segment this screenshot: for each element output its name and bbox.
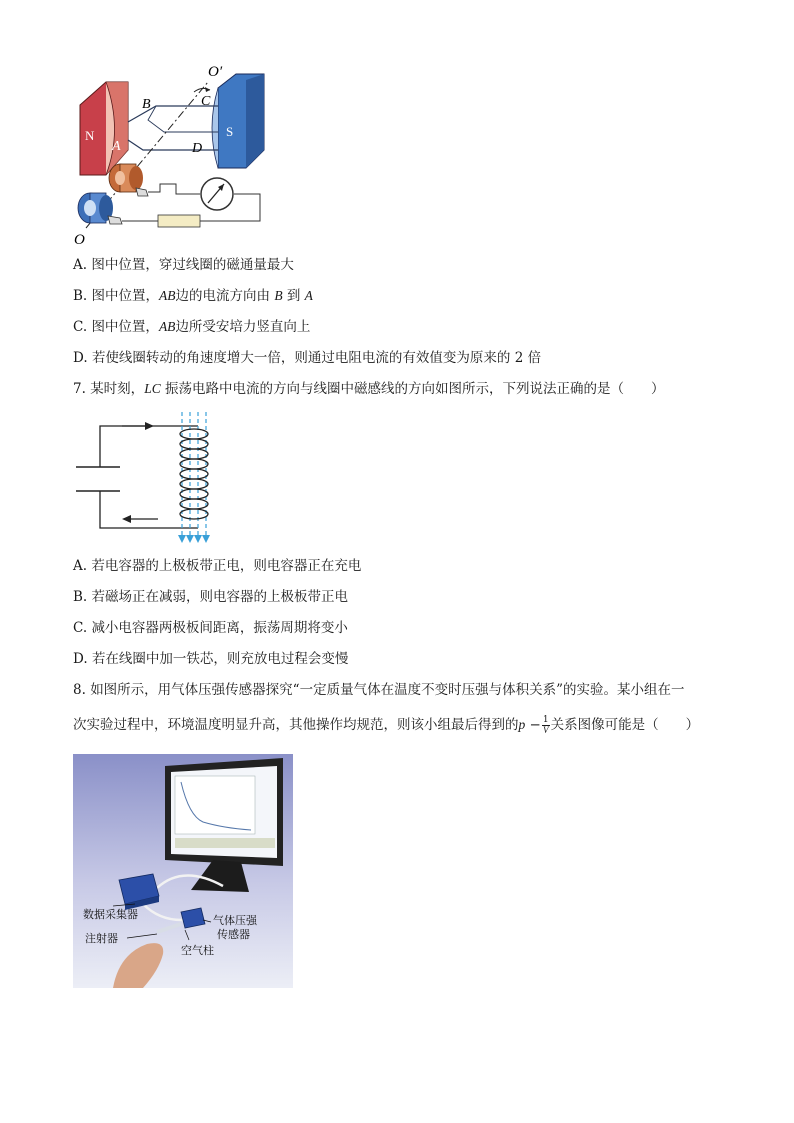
q6-option-b: B. 图中位置，AB边的电流方向由 B 到 A [73, 288, 313, 304]
label-syringe: 注射器 [85, 933, 118, 945]
b-label: B [142, 97, 151, 112]
label-sensor-line1: 气体压强 [213, 915, 257, 927]
magnetic-field-lines [182, 412, 206, 540]
slip-ring-blue [78, 193, 113, 223]
generator-figure [68, 60, 268, 250]
o-prime-label: O′ [208, 64, 223, 80]
q7-option-b: B. 若磁场正在减弱，则电容器的上极板带正电 [73, 589, 349, 605]
d-label: D [192, 141, 203, 156]
q6-option-c: C. 图中位置，AB边所受安培力竖直向上 [73, 319, 311, 335]
q7-stem: 7. 某时刻，LC 振荡电路中电流的方向与线圈中磁感线的方向如图所示，下列说法正确的是（ ） [73, 381, 665, 397]
label-air-column: 空气柱 [181, 945, 214, 957]
n-label: N [85, 128, 95, 143]
q7-option-a: A. 若电容器的上极板带正电，则电容器正在充电 [73, 558, 362, 574]
c-label: C [201, 94, 211, 109]
q6-option-a: A. 图中位置，穿过线圈的磁通量最大 [73, 257, 294, 273]
q7-option-d: D. 若在线圈中加一铁芯，则充放电过程会变慢 [73, 651, 349, 667]
current-arrow-top [145, 422, 154, 430]
label-sensor-line2: 传感器 [217, 929, 250, 941]
current-arrow-bottom [122, 515, 131, 523]
q6-option-d: D. 若使线圈转动的角速度增大一倍，则通过电阻电流的有效值变为原来的 2 倍 [73, 350, 542, 366]
one-over-v-fraction: $\frac{1}{V}$ [542, 715, 549, 735]
pressure-sensor [181, 908, 205, 928]
ammeter-icon [201, 178, 233, 210]
slip-ring-copper [109, 164, 143, 192]
q8-stem-line1: 8. 如图所示，用气体压强传感器探究“一定质量气体在温度不变时压强与体积关系”的实验。某小组在一 [73, 682, 685, 698]
lc-circuit-figure [70, 408, 230, 546]
q7-option-c: C. 减小电容器两极板间距离，振荡周期将变小 [73, 620, 348, 636]
resistor [158, 215, 200, 227]
experiment-photo [73, 754, 293, 988]
label-data-collector: 数据采集器 [83, 909, 138, 921]
a-label: A [112, 139, 121, 154]
inductor-coil [180, 429, 208, 519]
o-label: O [74, 232, 85, 248]
q8-stem-line2: 次实验过程中，环境温度明显升高，其他操作均规范，则该小组最后得到的p − $\frac{1}{V}$ 关系图像可能是（ ） [73, 715, 700, 735]
s-label: S [226, 124, 234, 139]
